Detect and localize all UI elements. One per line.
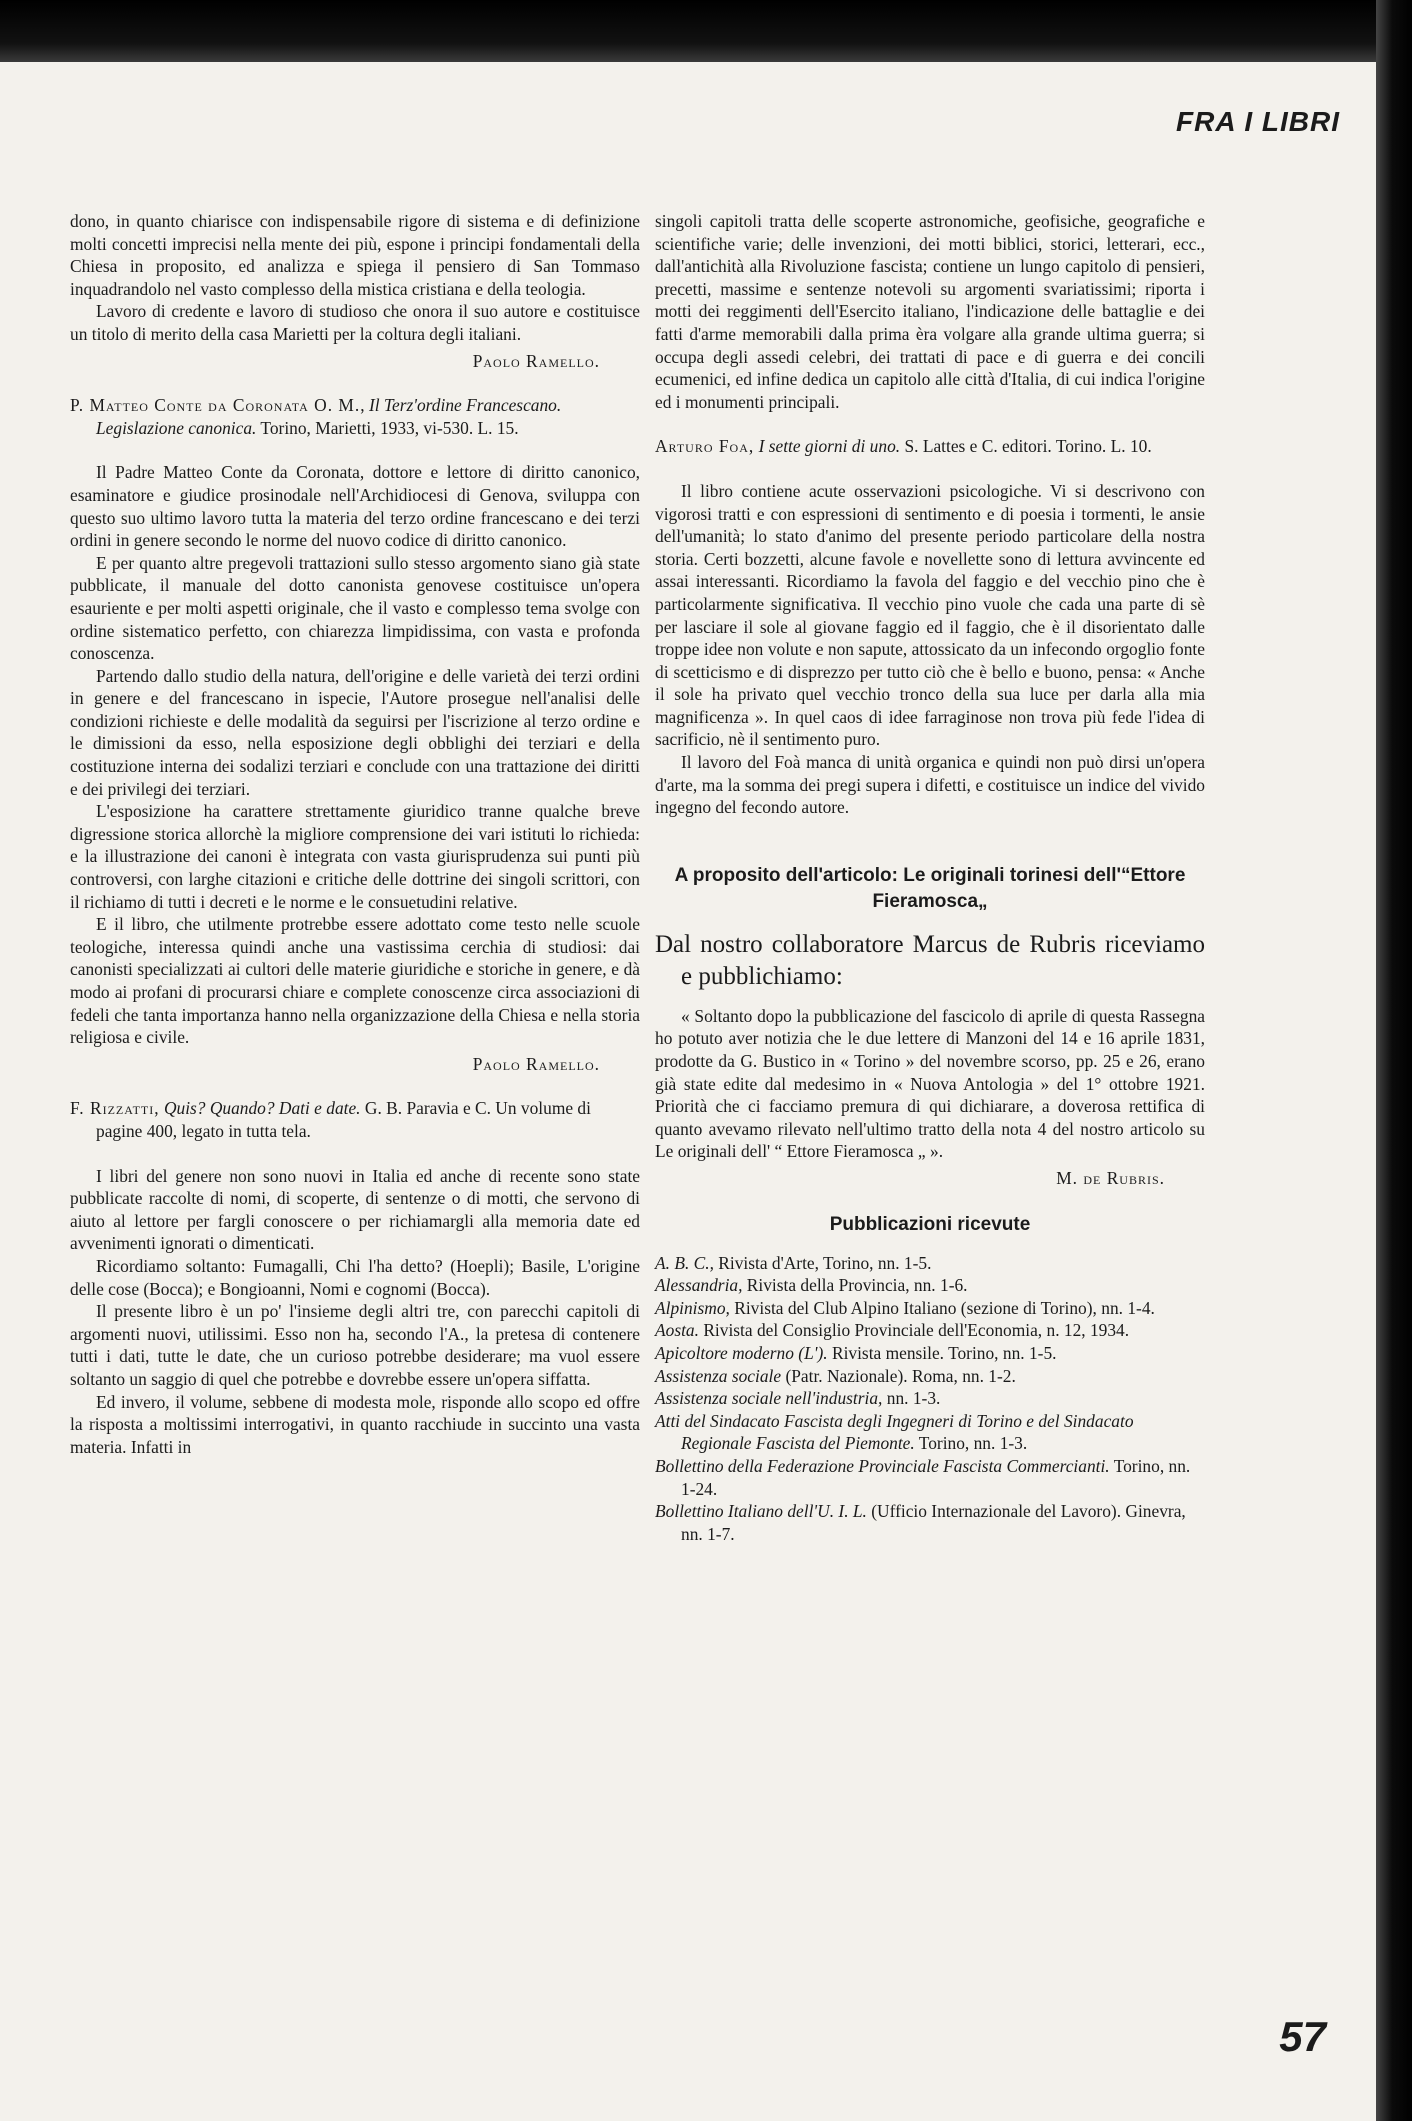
scan-top-border: [0, 0, 1412, 62]
publication-item: Alessandria, Rivista della Provincia, nn. 1-6.: [655, 1275, 968, 1296]
paragraph: L'esposizione ha carattere strettamente giuridico tranne qualche breve digressione storica allorchè la migliore comprensione dei vari istituti lo richieda: e la illustrazione dei canoni è integrata con vasta giurisprudenza sui punti più controversi, con larghe citazioni e critiche delle dottrine dei singoli scrittori, con il richiamo di tutti i decreti e le norme e le consuetudini relative.: [70, 801, 640, 912]
paragraph: E per quanto altre pregevoli trattazioni sullo stesso argomento siano già state pubblicate, il manuale del dotto canonista genovese costituisce un'opera esauriente e per molti aspetti originale, che il vasto e complesso tema svolge con ordine sistematico perfetto, con chiarezza limpidissima, con vasta e profonda conoscenza.: [70, 552, 640, 664]
paragraph: Il presente libro è un po' l'insieme degli altri tre, con parecchi capitoli di argomenti nuovi, utilissimi. Esso non ha, secondo l'A., la pretesa di contenere tutti i dati, tutte le date, che un curioso potrebbe desiderare; ma vuol essere soltanto un saggio di quel che potrebbe e dovrebbe essere un'opera siffatta.: [70, 1301, 640, 1389]
paragraph: Il libro contiene acute osservazioni psicologiche. Vi si descrivono con vigorosi tratti e con espressioni di sentimento e di poesia i tormenti, le ansie dell'umanità; lo stato d'animo del presente periodo particolare della nostra storia. Certi bozzetti, alcune favole e novellette sono di lettura avvincente ed assai interessanti. Ricordiamo la favola del faggio e del vecchio pino che è particolarmente significativa. Il vecchio pino vuole che cada una parte di sè per lasciare il sole al giovane faggio ed il faggio, che è il disorientato dalle troppe idee non volute e non sapute, attossicato da un infecondo orgoglio fonte di scetticismo e di disprezzo per tutto ciò che è bello e buono, pensa: « Anche il sole ha privato quel vecchio tronco della sua luce per darla alla mia magnificenza ». In quel caos di idee farraginose non trova più fede l'idea di sacrificio, nè il sentimento puro.: [655, 480, 1205, 750]
scan-right-border: [1376, 0, 1412, 2121]
paragraph: Il Padre Matteo Conte da Coronata, dottore e lettore di diritto canonico, esaminatore e giudice prosinodale nell'Archidiocesi di Genova, sviluppa con questo suo ultimo lavoro tutta la materia del terzo ordine francescano e dei terzi ordini in genere secondo le norme del nuovo codice di diritto canonico.: [70, 462, 640, 551]
signature: Paolo Ramello.: [472, 1053, 600, 1074]
publications-title: Pubblicazioni ricevute: [829, 1213, 1031, 1235]
signature: M. de Rubris.: [1056, 1168, 1165, 1188]
review-entry-header: P. Matteo Conte da Coronata O. M., Il Terz'ordine Francescano. Legislazione canonica. Torino, Marietti, 1933, vi-530. L. 15.: [70, 395, 562, 438]
entry-author: Arturo Foa,: [655, 436, 755, 457]
paragraph: dono, in quanto chiarisce con indispensabile rigore di sistema e di definizione molti concetti imprecisi nella mente dei più, espone i principi fondamentali della Chiesa in proposito, ed analizza e spiega il pensiero di San Tommaso inquadrandolo nel vasto complesso della mistica cristiana e della teologia.: [70, 211, 640, 299]
review-entry-header: [70, 1097, 640, 1142]
entry-title: I sette giorni di uno.: [758, 436, 901, 457]
entry-publisher: Torino, Marietti, 1933, vi-530. L. 15.: [260, 417, 519, 438]
paragraph: Partendo dallo studio della natura, dell'origine e delle varietà dei terzi ordini in genere e del francescano in ispecie, l'Autore prosegue nell'analisi delle condizioni richieste e delle modalità da seguirsi per l'iscrizione al terzo ordine e le dimissioni da esso, nella esposizione degli obblighi dei terziari e della costituzione interna dei sodalizi terziari e conclude con una trattazione dei diritti e dei privilegi dei terziari.: [70, 665, 640, 799]
section-title: A proposito dell'articolo: Le originali torinesi dell'“Ettore Fieramosca„: [674, 864, 1186, 912]
publication-item: Bollettino Italiano dell'U. I. L. (Ufficio Internazionale del Lavoro). Ginevra, nn. 1-7.: [655, 1501, 1186, 1544]
paragraph: I libri del genere non sono nuovi in Italia ed anche di recente sono state pubblicate raccolte di nomi, di scoperte, di sentenze o di motti, che servono di aiuto al lettore per fargli conoscere o per richiamargli alla memoria date ed avvenimenti ignorati o dimenticati.: [70, 1165, 640, 1254]
entry-publisher: G. B. Paravia e C. Un volume di pagine 400, legato in tutta tela.: [96, 1098, 591, 1141]
publication-item: Aosta. Rivista del Consiglio Provinciale dell'Economia, n. 12, 1934.: [655, 1320, 1130, 1341]
publication-item: Assistenza sociale nell'industria, nn. 1-3.: [655, 1388, 941, 1409]
paragraph: E il libro, che utilmente protrebbe essere adottato come testo nelle scuole teologiche, interessa quindi anche una vastissima cerchia di studiosi: dai canonisti specializzati ai cultori delle materie giuridiche e storiche in genere, e dà modo ai profani di procurarsi chiare e complete conoscenze circa associazioni di fedeli che tanta importanza hanno nella organizzazione della Chiesa e nella storia religiosa e civile.: [70, 914, 640, 1048]
paragraph: Il lavoro del Foà manca di unità organica e quindi non può dirsi un'opera d'arte, ma la somma dei pregi supera i difetti, e costituisce un indice del vivido ingegno del fecondo autore.: [655, 752, 1205, 818]
letter-text: « Soltanto dopo la pubblicazione del fascicolo di aprile di questa Rassegna ho potuto aver notizia che le due lettere di Manzoni del 14 e 16 aprile 1831, prodotte da G. Bustico in « Torino » del novembre scorso, pp. 25 e 26, erano già state edite dal medesimo in « Nuova Antologia » del 1° ottobre 1921. Priorità che ci facciamo premura di qui dichiarare, a doverosa rettifica di quanto avevamo rilevato nell'ultimo tratto della nota 4 del nostro articolo su Le originali dell' “ Ettore Fieramosca „ ».: [655, 1005, 1205, 1162]
paragraph: Ricordiamo soltanto: Fumagalli, Chi l'ha detto? (Hoepli); Basile, L'origine delle cose (Bocca); e Bongioanni, Nomi e cognomi (Bocca).: [70, 1255, 640, 1299]
paragraph: Lavoro di credente e lavoro di studioso che onora il suo autore e costituisce un titolo di merito della casa Marietti per la coltura degli italiani.: [70, 301, 640, 344]
publication-item: Alpinismo, Rivista del Club Alpino Italiano (sezione di Torino), nn. 1-4.: [655, 1297, 1155, 1318]
publication-item: Apicoltore moderno (L'). Rivista mensile. Torino, nn. 1-5.: [655, 1342, 1057, 1363]
publication-item: Bollettino della Federazione Provinciale Fascista Commercianti. Torino, nn. 1-24.: [655, 1455, 1191, 1499]
page-number: 57: [1279, 2013, 1326, 2060]
review-entry-header: [655, 435, 1205, 458]
publication-item: Atti del Sindacato Fascista degli Ingegneri di Torino e del Sindacato Regionale Fascista del Piemonte. Torino, nn. 1-3.: [655, 1410, 1134, 1454]
entry-title: Il Terz'ordine Francescano. Legislazione canonica.: [96, 395, 562, 438]
right-column: [655, 210, 1205, 1545]
paragraph: singoli capitoli tratta delle scoperte astronomiche, geofisiche, geografiche e scientifiche varie; delle invenzioni, dei motti biblici, storici, letterari, ecc., dall'antichità alla Rivoluzione fascista; contiene un lungo capitolo di pensieri, precetti, massime e sentenze notevoli su argomenti svariatissimi; riporta i motti dei reggimenti dell'Esercito italiano, l'indicazione delle battaglie e dei fatti d'arme memorabili dalla prima èra volgare alla grande ultima guerra; si occupa degli assedi celebri, dei trattati di pace e di guerra e dei concili ecumenici, ed infine dedica un capitolo alle città d'Italia, di cui indica l'origine ed i monumenti principali.: [655, 211, 1205, 412]
publication-item: A. B. C., Rivista d'Arte, Torino, nn. 1-5.: [655, 1252, 932, 1273]
signature: Paolo Ramello.: [472, 350, 600, 371]
running-header: FRA I LIBRI: [1176, 106, 1340, 137]
entry-title: Quis? Quando? Dati e date.: [163, 1098, 361, 1119]
entry-author: P. Matteo Conte da Coronata O. M.: [70, 395, 361, 416]
left-column: [70, 210, 640, 1458]
entry-publisher: S. Lattes e C. editori. Torino. L. 10.: [904, 436, 1152, 457]
letter-intro: Dal nostro collaboratore Marcus de Rubris riceviamo e pubblichiamo:: [655, 930, 1205, 990]
publication-item: Assistenza sociale (Patr. Nazionale). Roma, nn. 1-2.: [655, 1365, 1016, 1386]
publications-list: [655, 1252, 1205, 1546]
paragraph: Ed invero, il volume, sebbene di modesta mole, risponde allo scopo ed offre la risposta a moltissimi interrogativi, in quanto racchiude in succinto una vasta materia. Infatti in: [70, 1391, 640, 1457]
entry-author: F. Rizzatti,: [70, 1098, 160, 1119]
